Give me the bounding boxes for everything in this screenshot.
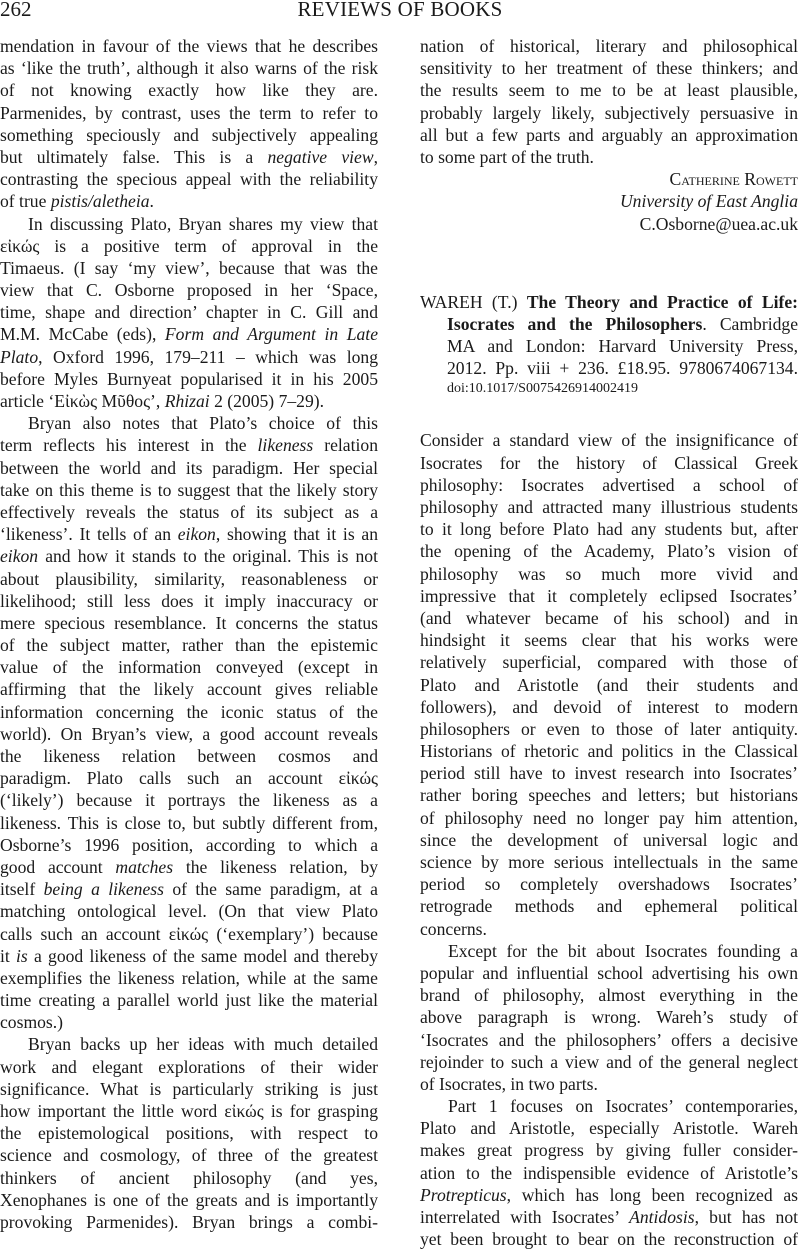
text-line: Timaeus. (I say ‘my view’, because that was the: [0, 257, 378, 278]
text-line: (and whatever became of his school) and in: [420, 607, 798, 628]
text-line: of not knowing exactly how like they are.: [0, 80, 378, 101]
text-line: probably largely likely, subjectively persuasive in: [420, 102, 798, 123]
text-line: nation of historical, literary and philosophical: [420, 36, 798, 56]
text-line: rather boring speeches and letters; but historians: [420, 785, 798, 806]
page-header: [0, 0, 800, 24]
text-line: time, shape and direction’ chapter in C. Gill and: [0, 302, 378, 323]
text-line: Except for the bit about Isocrates founding a: [448, 940, 798, 961]
text-line: effectively reveals the status of its subject as a: [0, 501, 378, 522]
text-line: take on this theme is to suggest that the likely story: [0, 479, 378, 500]
text-line: good account matches the likeness relation, by: [0, 856, 378, 877]
text-line: retrograde methods and ephemeral political: [420, 896, 798, 917]
text-line: philosophy: Isocrates advertised a school of: [420, 474, 798, 495]
text-line: matching ontological level. (On that view Plato: [0, 901, 378, 922]
text-line: philosophy was so much more vivid and: [420, 563, 798, 584]
text-line: likelihood; still less does it imply inaccuracy or: [0, 590, 378, 611]
running-head: REVIEWS OF BOOKS: [297, 0, 503, 21]
text-line: Plato and Aristotle, especially Aristotle. Wareh: [420, 1118, 798, 1139]
text-line: Bryan also notes that Plato’s choice of this: [28, 413, 378, 434]
text-line: εἰκώς is a positive term of approval in the: [0, 235, 378, 256]
reviewer-email[interactable]: C.Osborne@uea.ac.uk: [639, 213, 798, 234]
text-line: value of the information conveyed (except in: [0, 657, 378, 678]
text-line: something speciously and subjectively appealing: [0, 124, 378, 145]
text-line: significance. What is particularly striking is just: [0, 1078, 378, 1099]
text-line: MA and London: Harvard University Press,: [447, 336, 798, 357]
text-line: exemplifies the likeness relation, while at the same: [0, 967, 378, 988]
text-line: cosmos.): [0, 1012, 64, 1033]
text-line: science by more serious intellectuals in the same: [420, 852, 798, 872]
text-line: of the subject matter, rather than the epistemic: [0, 635, 378, 656]
text-line: period still have to invest research into Isocrates’: [420, 763, 798, 784]
text-line: mendation in favour of the views that he describes: [0, 36, 378, 56]
text-line: philosophers or even to those of later antiquity.: [420, 718, 798, 739]
text-line: Historians of rhetoric and politics in the Classical: [420, 741, 798, 762]
reviewer-signature: [420, 168, 798, 235]
text-line: Isocrates and the Philosophers. Cambridge: [447, 313, 798, 334]
text-line: eikon and how it stands to the original. This is not: [0, 546, 378, 567]
text-line: since the development of universal logic and: [420, 829, 798, 850]
text-line: view that C. Osborne proposed in her ‘Space,: [0, 280, 378, 301]
text-line: paradigm. Plato calls such an account εἰκώς: [0, 768, 378, 789]
right-column: [420, 35, 798, 1250]
reviewer-name: Catherine Rowett: [669, 169, 798, 190]
text-line: philosophy and attracted many illustrious students: [420, 497, 798, 517]
text-line: impressive that it completely eclipsed Isocrates’: [420, 585, 798, 606]
text-line: 2012. Pp. viii + 236. £18.95. 9780674067134.: [447, 358, 798, 379]
text-line: above paragraph is wrong. Wareh’s study of: [420, 1007, 798, 1028]
text-line: WAREH (T.) The Theory and Practice of Life:: [420, 291, 798, 312]
text-line: of true pistis/aletheia.: [0, 191, 154, 212]
text-line: Protrepticus, which has long been recognized as: [420, 1184, 798, 1205]
text-line: Plato and Aristotle (and their students and: [420, 674, 798, 695]
text-line: term reflects his interest in the likeness relation: [0, 435, 378, 456]
text-line: to some part of the truth.: [420, 146, 594, 167]
text-line: likeness. This is close to, but subtly different from,: [0, 812, 378, 833]
text-line: science and cosmology, of three of the greatest: [0, 1145, 378, 1166]
text-line: but ultimately false. This is a negative view,: [0, 146, 379, 167]
text-line: it is a good likeness of the same model and thereby: [0, 945, 378, 966]
text-line: M.M. McCabe (eds), Form and Argument in Late: [0, 324, 378, 345]
text-line: contrasting the specious appeal with the reliability: [0, 169, 378, 190]
text-line: followers), and devoid of interest to modern: [420, 696, 798, 717]
review-continuation-text: [0, 35, 378, 1233]
text-line: as ‘like the truth’, although it also warns of the risk: [0, 58, 378, 79]
text-line: sensitivity to her treatment of these thinkers; and: [420, 58, 798, 79]
text-line: information concerning the iconic status of the: [0, 701, 378, 722]
text-line: period so completely overshadows Isocrates’: [420, 874, 798, 895]
text-line: ‘Isocrates and the philosophers’ offers a decisive: [420, 1029, 798, 1050]
text-line: of philosophy need no longer pay him attention,: [420, 807, 798, 828]
text-line: ation to the indispensible evidence of Aristotle’s: [420, 1162, 798, 1183]
doi-link[interactable]: doi:10.1017/S0075426914002419: [447, 381, 638, 397]
text-line: itself being a likeness of the same paradigm, at a: [0, 879, 378, 900]
text-line: the opening of the Academy, Plato’s vision of: [420, 541, 798, 562]
text-line: Plato, Oxford 1996, 179–211 – which was long: [0, 346, 378, 367]
page-number: 262: [0, 0, 32, 21]
text-line: affirming that the likely account gives reliable: [0, 679, 378, 700]
text-line: relatively superficial, compared with those of: [420, 652, 798, 673]
text-line: before Myles Burnyeat popularised it in his 2005: [0, 368, 378, 389]
new-review-text: [420, 429, 798, 1250]
text-line: Bryan backs up her ideas with much detailed: [28, 1034, 378, 1055]
text-line: the epistemological positions, with respect to: [0, 1123, 378, 1144]
text-line: Parmenides, by contrast, uses the term to refer to: [0, 102, 378, 123]
text-line: the results seem to me to be at least plausible,: [420, 80, 798, 101]
text-line: Xenophanes is one of the greats and is importantly: [0, 1189, 378, 1210]
text-line: of Isocrates, in two parts.: [420, 1073, 598, 1094]
text-line: all but a few parts and arguably an approximation: [420, 124, 798, 145]
text-line: Isocrates for the history of Classical Greek: [420, 452, 798, 473]
text-line: concerns.: [420, 918, 487, 939]
text-line: popular and influential school advertising his own: [420, 962, 798, 983]
reviewer-affiliation: University of East Anglia: [619, 191, 798, 212]
text-line: work and elegant explorations of their wider: [0, 1056, 378, 1077]
text-line: how important the little word εἰκώς is for grasping: [0, 1101, 378, 1121]
text-line: Osborne’s 1996 position, according to which a: [0, 834, 378, 855]
text-line: rejoinder to such a view and of the general neglect: [420, 1051, 798, 1072]
text-line: brand of philosophy, almost everything in the: [420, 985, 798, 1006]
book-citation: [420, 291, 798, 380]
review-conclusion-text: [420, 35, 798, 168]
text-line: world). On Bryan’s view, a good account reveals: [0, 723, 378, 744]
left-column: [0, 35, 378, 1233]
text-line: calls such an account εἰκώς (‘exemplary’) because: [0, 923, 378, 944]
text-line: hindsight it seems clear that his works were: [420, 630, 798, 651]
text-line: provoking Parmenides). Bryan brings a combi-: [0, 1211, 378, 1232]
text-line: Part 1 focuses on Isocrates’ contemporaries,: [448, 1096, 798, 1117]
text-line: the likeness relation between cosmos and: [0, 746, 378, 766]
text-line: mere specious resemblance. It concerns the status: [0, 612, 378, 633]
text-line: ‘likeness’. It tells of an eikon, showing that it is an: [0, 524, 378, 545]
text-line: article ‘Εἰκὼς Μῦθος’, Rhizai 2 (2005) 7–29).: [0, 391, 325, 411]
text-line: time creating a parallel world just like the material: [0, 990, 378, 1011]
text-line: to it long before Plato had any students but, after: [420, 519, 798, 540]
text-line: between the world and its paradigm. Her special: [0, 457, 378, 478]
text-line: thinkers of ancient philosophy (and yes,: [0, 1167, 378, 1188]
text-line: yet been brought to bear on the reconstruction of: [420, 1229, 798, 1250]
text-line: interrelated with Isocrates’ Antidosis, but has not: [420, 1207, 799, 1227]
text-line: Consider a standard view of the insignificance of: [420, 430, 798, 451]
text-line: (‘likely’) because it portrays the likeness as a: [0, 790, 378, 811]
text-line: In discussing Plato, Bryan shares my view that: [28, 213, 378, 234]
text-line: about plausibility, similarity, reasonableness or: [0, 568, 378, 589]
text-line: makes great progress by giving fuller consider-: [420, 1140, 798, 1161]
